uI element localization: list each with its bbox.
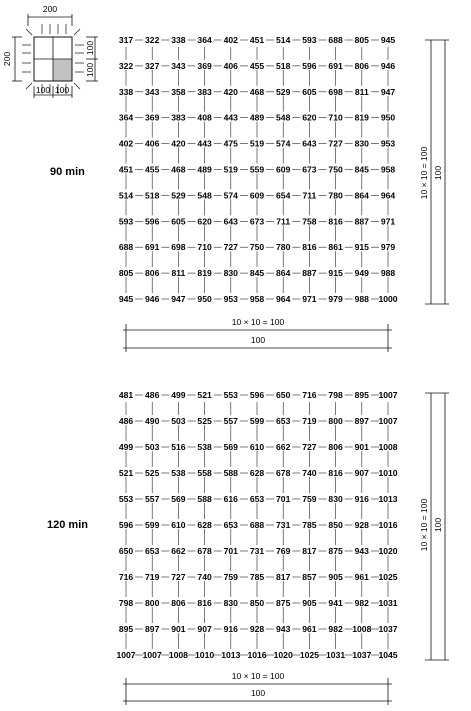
- temperature-value: 979: [380, 242, 396, 253]
- temperature-value: 548: [197, 190, 212, 201]
- temperature-value: 698: [171, 242, 186, 253]
- temperature-value: 443: [197, 138, 212, 149]
- temperature-value: 443: [223, 112, 238, 123]
- temperature-value: 1037: [378, 624, 398, 634]
- temperature-value: 780: [276, 242, 291, 253]
- temperature-value: 593: [118, 216, 134, 227]
- temperature-value: 806: [145, 268, 160, 279]
- temperature-value: 798: [328, 390, 343, 400]
- temperature-value: 805: [354, 35, 369, 45]
- temperature-value: 830: [223, 598, 238, 608]
- temperature-value: 716: [118, 572, 134, 582]
- temperature-value: 499: [118, 442, 134, 452]
- temperature-value: 811: [171, 268, 186, 279]
- temperature-value: 727: [171, 572, 186, 582]
- temperature-value: 988: [354, 294, 369, 304]
- temperature-value: 845: [354, 164, 369, 175]
- temperature-value: 322: [118, 60, 134, 71]
- temperature-value: 1020: [273, 650, 293, 660]
- temperature-grid-90min: [117, 34, 398, 304]
- temperature-value: 769: [276, 546, 291, 556]
- temperature-value: 711: [302, 190, 317, 201]
- temperature-value: 800: [145, 598, 160, 608]
- temperature-value: 420: [223, 86, 238, 97]
- temperature-value: 816: [328, 216, 343, 227]
- temperature-value: 731: [276, 520, 291, 530]
- temperature-value: 785: [249, 572, 265, 582]
- temperature-value: 907: [354, 468, 369, 478]
- temperature-value: 816: [328, 468, 343, 478]
- temperature-value: 943: [276, 624, 291, 634]
- dim-right-total-120min: 100: [433, 517, 443, 533]
- time-label-90min: 90 min: [50, 166, 85, 178]
- temperature-value: 364: [118, 112, 134, 123]
- dim-bottom-grid-90min: 10 × 10 = 100: [231, 317, 285, 327]
- temperature-value: 369: [197, 60, 212, 71]
- temperature-value: 559: [249, 164, 265, 175]
- temperature-value: 901: [354, 442, 369, 452]
- temperature-value: 845: [249, 268, 265, 279]
- temperature-value: 468: [171, 164, 186, 175]
- temperature-value: 654: [276, 190, 291, 201]
- temperature-value: 945: [118, 294, 134, 304]
- temperature-value: 610: [171, 520, 186, 530]
- temperature-value: 905: [328, 572, 343, 582]
- temperature-value: 982: [354, 598, 369, 608]
- temperature-value: 864: [354, 190, 369, 201]
- temperature-value: 1016: [247, 650, 267, 660]
- temperature-value: 964: [276, 294, 291, 304]
- temperature-value: 678: [197, 546, 212, 556]
- temperature-value: 710: [328, 112, 343, 123]
- inset-right-dimension-lower: 100: [85, 62, 95, 78]
- temperature-value: 691: [328, 60, 343, 71]
- temperature-value: 525: [145, 468, 160, 478]
- temperature-value: 1008: [168, 650, 188, 660]
- temperature-value: 343: [145, 86, 160, 97]
- temperature-value: 1031: [378, 598, 398, 608]
- temperature-value: 503: [145, 442, 160, 452]
- temperature-value: 759: [223, 572, 238, 582]
- temperature-value: 727: [302, 442, 317, 452]
- temperature-value: 620: [197, 216, 212, 227]
- temperature-value: 1000: [378, 294, 398, 304]
- temperature-value: 599: [249, 416, 265, 426]
- temperature-value: 486: [145, 390, 160, 400]
- temperature-value: 759: [302, 494, 317, 504]
- dim-right-grid-120min: 10 × 10 = 100: [419, 498, 429, 552]
- temperature-value: 961: [302, 624, 317, 634]
- temperature-value: 1007: [378, 416, 398, 426]
- temperature-value: 950: [380, 112, 396, 123]
- temperature-value: 408: [197, 112, 212, 123]
- temperature-value: 605: [302, 86, 317, 97]
- inset-side-dimension: 200: [2, 51, 12, 67]
- temperature-value: 499: [171, 390, 186, 400]
- temperature-value: 451: [249, 35, 265, 45]
- temperature-value: 719: [145, 572, 160, 582]
- temperature-value: 653: [249, 494, 265, 504]
- temperature-value: 673: [302, 164, 317, 175]
- temperature-value: 599: [145, 520, 160, 530]
- temperature-value: 593: [302, 35, 317, 45]
- temperature-value: 887: [302, 268, 317, 279]
- temperature-value: 953: [223, 294, 238, 304]
- temperature-value: 1013: [221, 650, 241, 660]
- temperature-value: 691: [145, 242, 160, 253]
- temperature-value: 514: [118, 190, 134, 201]
- temperature-value: 364: [197, 35, 212, 45]
- inset-bottom-dimension-left: 100: [35, 85, 51, 95]
- temperature-value: 538: [197, 442, 212, 452]
- temperature-value: 901: [171, 624, 186, 634]
- temperature-value: 569: [171, 494, 186, 504]
- temperature-value: 490: [145, 416, 160, 426]
- temperature-value: 711: [276, 216, 291, 227]
- temperature-value: 698: [328, 86, 343, 97]
- temperature-value: 1007: [378, 390, 398, 400]
- temperature-value: 503: [171, 416, 186, 426]
- temperature-value: 1010: [195, 650, 215, 660]
- temperature-value: 548: [276, 112, 291, 123]
- inset-bottom-dimension-right: 100: [54, 85, 70, 95]
- temperature-value: 402: [118, 138, 134, 149]
- temperature-value: 529: [171, 190, 186, 201]
- temperature-value: 971: [380, 216, 396, 227]
- temperature-value: 949: [354, 268, 369, 279]
- temperature-value: 897: [354, 416, 369, 426]
- temperature-value: 620: [302, 112, 317, 123]
- temperature-value: 628: [197, 520, 212, 530]
- temperature-value: 358: [171, 86, 186, 97]
- temperature-value: 850: [249, 598, 265, 608]
- temperature-value: 830: [328, 494, 343, 504]
- dim-right-total-90min: 100: [433, 165, 443, 181]
- temperature-value: 857: [302, 572, 317, 582]
- temperature-value: 653: [276, 416, 291, 426]
- temperature-value: 481: [118, 390, 134, 400]
- temperature-value: 605: [171, 216, 186, 227]
- temperature-value: 941: [328, 598, 343, 608]
- quarter-section-shading: [54, 60, 72, 81]
- temperature-value: 406: [223, 60, 238, 71]
- temperature-value: 916: [354, 494, 369, 504]
- temperature-value: 650: [276, 390, 291, 400]
- temperature-value: 964: [380, 190, 396, 201]
- temperature-value: 455: [249, 60, 265, 71]
- temperature-value: 800: [328, 416, 343, 426]
- temperature-value: 475: [223, 138, 238, 149]
- dim-bottom-grid-120min: 10 × 10 = 100: [231, 671, 285, 681]
- temperature-value: 928: [354, 520, 369, 530]
- temperature-value: 653: [223, 520, 238, 530]
- temperature-value: 945: [380, 35, 396, 45]
- temperature-value: 557: [145, 494, 160, 504]
- temperature-value: 609: [276, 164, 291, 175]
- temperature-value: 817: [302, 546, 317, 556]
- temperature-value: 1013: [378, 494, 398, 504]
- temperature-value: 516: [171, 442, 186, 452]
- temperature-value: 519: [223, 164, 238, 175]
- dim-bottom-total-90min: 100: [250, 335, 266, 345]
- temperature-value: 688: [249, 520, 265, 530]
- temperature-value: 988: [380, 268, 396, 279]
- temperature-value: 451: [118, 164, 134, 175]
- temperature-value: 688: [118, 242, 134, 253]
- temperature-value: 907: [197, 624, 212, 634]
- temperature-value: 1007: [116, 650, 136, 660]
- temperature-value: 1008: [352, 624, 372, 634]
- temperature-value: 678: [276, 468, 291, 478]
- temperature-value: 628: [249, 468, 265, 478]
- temperature-value: 1031: [326, 650, 346, 660]
- temperature-value: 317: [118, 35, 134, 45]
- temperature-value: 887: [354, 216, 369, 227]
- temperature-value: 716: [302, 390, 317, 400]
- temperature-value: 785: [302, 520, 317, 530]
- temperature-value: 369: [145, 112, 160, 123]
- time-label-120min: 120 min: [47, 519, 88, 531]
- temperature-value: 811: [354, 86, 369, 97]
- temperature-value: 946: [380, 60, 396, 71]
- temperature-value: 574: [223, 190, 238, 201]
- temperature-value: 1037: [352, 650, 372, 660]
- temperature-value: 402: [223, 35, 238, 45]
- temperature-value: 727: [328, 138, 343, 149]
- temperature-value: 653: [145, 546, 160, 556]
- temperature-value: 518: [276, 60, 291, 71]
- temperature-value: 830: [223, 268, 238, 279]
- temperature-value: 875: [276, 598, 291, 608]
- temperature-value: 489: [249, 112, 265, 123]
- temperature-value: 569: [223, 442, 238, 452]
- temperature-value: 943: [354, 546, 369, 556]
- temperature-value: 819: [354, 112, 369, 123]
- temperature-value: 830: [354, 138, 369, 149]
- temperature-value: 1045: [378, 650, 398, 660]
- temperature-value: 1020: [378, 546, 398, 556]
- dim-right-grid-90min: 10 × 10 = 100: [419, 146, 429, 200]
- temperature-value: 819: [197, 268, 212, 279]
- panel-90min: [50, 34, 449, 352]
- temperature-value: 1025: [378, 572, 398, 582]
- temperature-value: 719: [302, 416, 317, 426]
- temperature-value: 338: [118, 86, 134, 97]
- temperature-value: 521: [197, 390, 212, 400]
- temperature-value: 947: [380, 86, 396, 97]
- temperature-value: 529: [276, 86, 291, 97]
- temperature-value: 701: [223, 546, 238, 556]
- temperature-value: 338: [171, 35, 186, 45]
- temperature-value: 383: [197, 86, 212, 97]
- temperature-value: 688: [328, 35, 343, 45]
- temperature-value: 455: [145, 164, 160, 175]
- temperature-value: 897: [145, 624, 160, 634]
- temperature-value: 518: [145, 190, 160, 201]
- temperature-value: 486: [118, 416, 134, 426]
- temperature-value: 915: [354, 242, 369, 253]
- temperature-value: 327: [145, 60, 160, 71]
- temperature-value: 916: [223, 624, 238, 634]
- temperature-value: 875: [328, 546, 343, 556]
- temperature-value: 1007: [142, 650, 162, 660]
- temperature-value: 514: [276, 35, 291, 45]
- temperature-value: 816: [302, 242, 317, 253]
- temperature-value: 798: [118, 598, 134, 608]
- temperature-value: 727: [223, 242, 238, 253]
- temperature-value: 596: [302, 60, 317, 71]
- temperature-value: 489: [197, 164, 212, 175]
- temperature-value: 971: [302, 294, 317, 304]
- temperature-value: 588: [197, 494, 212, 504]
- temperature-value: 383: [171, 112, 186, 123]
- temperature-value: 538: [171, 468, 186, 478]
- temperature-value: 961: [354, 572, 369, 582]
- temperature-value: 905: [302, 598, 317, 608]
- temperature-value: 750: [328, 164, 343, 175]
- temperature-value: 519: [249, 138, 265, 149]
- temperature-value: 816: [197, 598, 212, 608]
- temperature-value: 740: [197, 572, 212, 582]
- temperature-value: 950: [197, 294, 212, 304]
- temperature-value: 525: [197, 416, 212, 426]
- temperature-value: 710: [197, 242, 212, 253]
- panel-120min: [47, 389, 449, 705]
- temperature-value: 662: [276, 442, 291, 452]
- temperature-value: 780: [328, 190, 343, 201]
- temperature-value: 1008: [378, 442, 398, 452]
- temperature-value: 958: [380, 164, 396, 175]
- temperature-value: 596: [118, 520, 134, 530]
- temperature-value: 806: [354, 60, 369, 71]
- temperature-value: 557: [223, 416, 238, 426]
- temperature-value: 588: [223, 468, 238, 478]
- temperature-value: 1010: [378, 468, 398, 478]
- temperature-value: 817: [276, 572, 291, 582]
- temperature-value: 806: [328, 442, 343, 452]
- temperature-value: 982: [328, 624, 343, 634]
- temperature-value: 673: [249, 216, 265, 227]
- temperature-value: 701: [276, 494, 291, 504]
- temperature-value: 596: [249, 390, 265, 400]
- temperature-value: 1016: [378, 520, 398, 530]
- temperature-value: 343: [171, 60, 186, 71]
- temperature-value: 953: [380, 138, 396, 149]
- temperature-value: 1025: [299, 650, 319, 660]
- temperature-value: 420: [171, 138, 186, 149]
- inset-right-dimension-upper: 100: [85, 40, 95, 56]
- temperature-value: 322: [145, 35, 160, 45]
- temperature-value: 553: [118, 494, 134, 504]
- temperature-value: 861: [328, 242, 343, 253]
- temperature-value: 662: [171, 546, 186, 556]
- temperature-value: 558: [197, 468, 212, 478]
- temperature-value: 895: [118, 624, 134, 634]
- temperature-value: 850: [328, 520, 343, 530]
- temperature-value: 979: [328, 294, 343, 304]
- temperature-value: 806: [171, 598, 186, 608]
- inset-top-dimension: 200: [42, 4, 58, 14]
- dim-bottom-total-120min: 100: [250, 688, 266, 698]
- temperature-value: 928: [249, 624, 265, 634]
- temperature-value: 521: [118, 468, 134, 478]
- temperature-value: 750: [249, 242, 265, 253]
- temperature-value: 758: [302, 216, 317, 227]
- temperature-grid-120min: [116, 389, 397, 660]
- temperature-value: 610: [249, 442, 265, 452]
- temperature-value: 553: [223, 390, 238, 400]
- temperature-value: 958: [249, 294, 265, 304]
- temperature-value: 468: [249, 86, 265, 97]
- temperature-value: 731: [249, 546, 265, 556]
- temperature-value: 805: [118, 268, 134, 279]
- temperature-value: 406: [145, 138, 160, 149]
- temperature-value: 740: [302, 468, 317, 478]
- temperature-value: 596: [145, 216, 160, 227]
- temperature-value: 864: [276, 268, 291, 279]
- temperature-value: 915: [328, 268, 343, 279]
- temperature-value: 643: [302, 138, 317, 149]
- temperature-value: 616: [223, 494, 238, 504]
- temperature-value: 947: [171, 294, 186, 304]
- temperature-value: 609: [249, 190, 265, 201]
- temperature-value: 643: [223, 216, 238, 227]
- temperature-value: 895: [354, 390, 369, 400]
- temperature-value: 574: [276, 138, 291, 149]
- temperature-value: 650: [118, 546, 134, 556]
- temperature-value: 946: [145, 294, 160, 304]
